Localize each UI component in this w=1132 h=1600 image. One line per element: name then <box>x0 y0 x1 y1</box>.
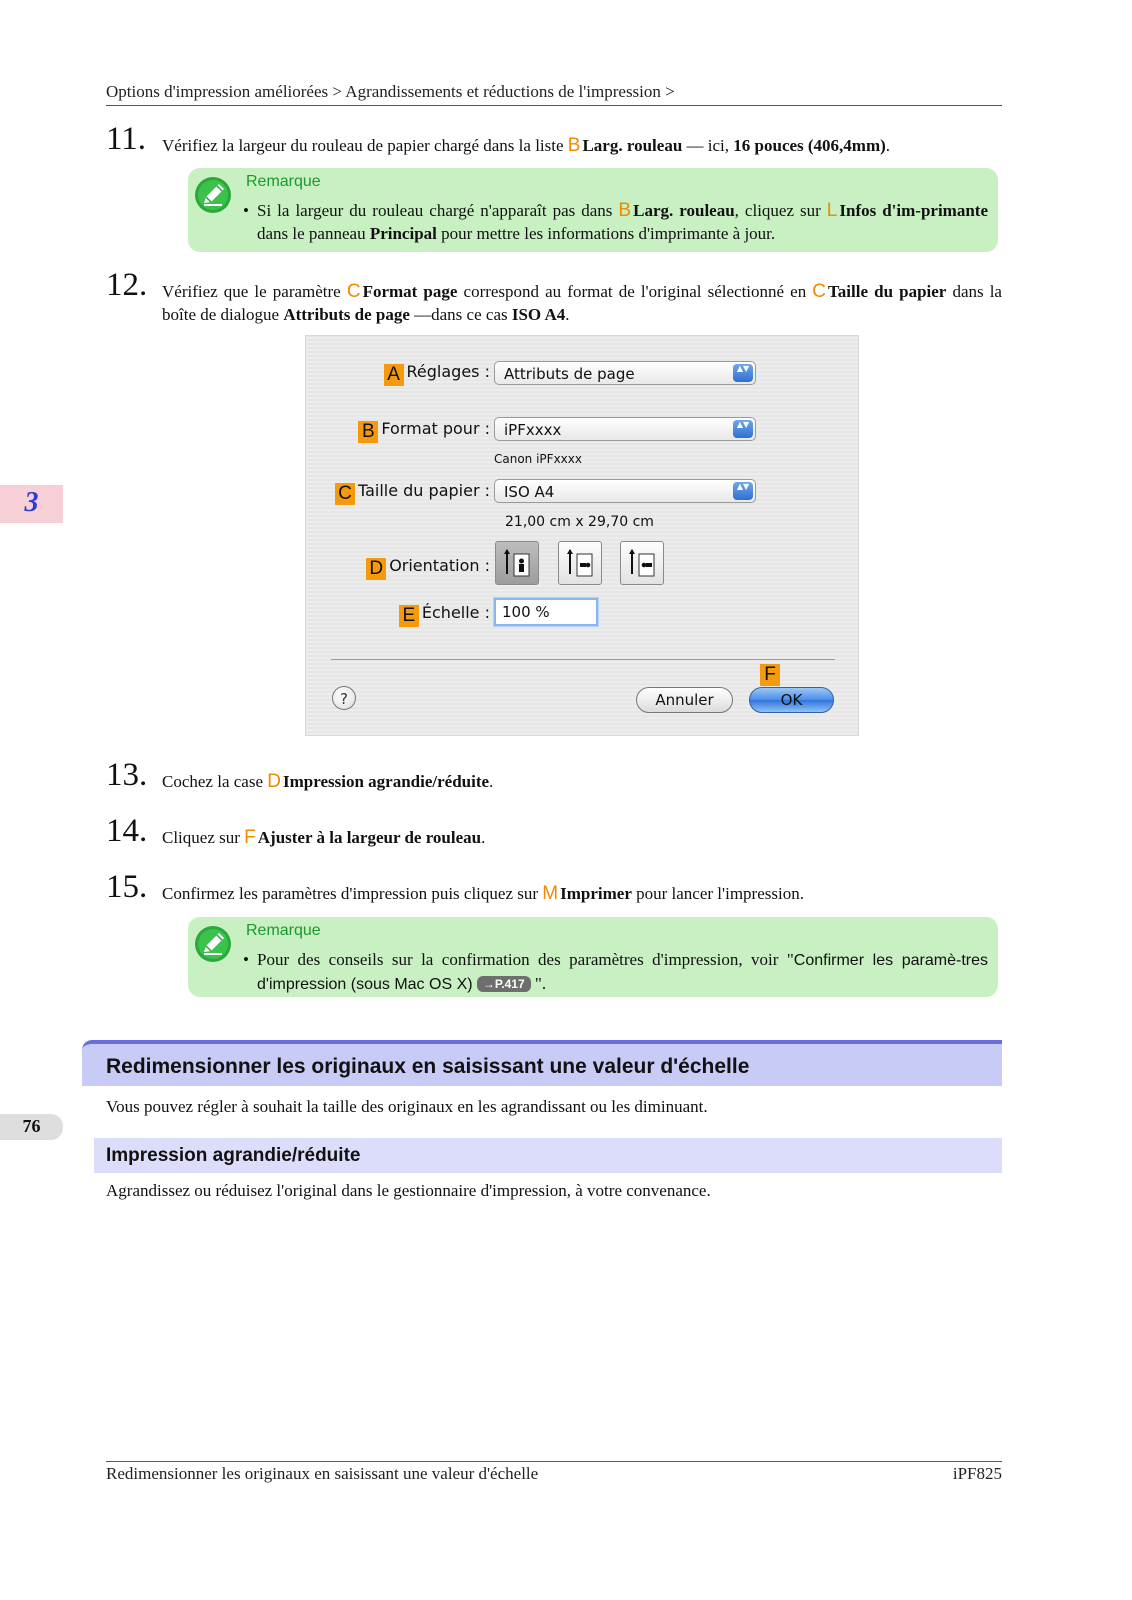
format-for-label: B Format pour : <box>358 419 490 443</box>
pencil-note-icon <box>194 925 232 963</box>
step-text: Cochez la case D Impression agrandie/réduite. <box>162 771 494 792</box>
popup-arrows-icon: ▲▼ <box>733 420 753 438</box>
step-number: 14. <box>106 813 148 849</box>
step-text: Confirmez les paramètres d'impression puis cliquez sur M Imprimer pour lancer l'impression. <box>162 883 804 904</box>
footer-model: iPF825 <box>952 1464 1002 1483</box>
section-heading <box>82 1040 1002 1086</box>
step-14 <box>106 813 1002 852</box>
format-for-popup[interactable]: iPFxxxx ▲▼ <box>494 417 756 441</box>
landscape-left-button[interactable] <box>558 541 602 585</box>
section-intro: Vous pouvez régler à souhait la taille des originaux en les agrandissant ou les diminuant. <box>106 1097 708 1116</box>
step-text: Vérifiez la largeur du rouleau de papier chargé dans la liste B Larg. rouleau — ici, 16 pouces (406,4mm). <box>162 135 891 156</box>
paper-size-popup[interactable]: ISO A4 ▲▼ <box>494 479 756 503</box>
step-number: 15. <box>106 869 148 905</box>
subsection-heading <box>94 1138 1002 1173</box>
page-number-tab <box>0 1114 63 1140</box>
landscape-right-button[interactable] <box>620 541 664 585</box>
paper-dimensions: 21,00 cm x 29,70 cm <box>505 514 654 530</box>
note-box <box>188 168 998 252</box>
landscape-right-icon <box>621 542 663 584</box>
footer-title: Redimensionner les originaux en saisissant une valeur d'échelle <box>106 1464 539 1483</box>
step-text: Cliquez sur F Ajuster à la largeur de rouleau. <box>162 827 486 848</box>
step-12 <box>106 267 1002 328</box>
note-title: Remarque <box>246 922 321 939</box>
note-title: Remarque <box>246 173 321 190</box>
popup-arrows-icon: ▲▼ <box>733 482 753 500</box>
step-number: 13. <box>106 757 148 793</box>
chapter-tab[interactable] <box>0 485 63 523</box>
section-title: Redimensionner les originaux en saisissant une valeur d'échelle <box>106 1055 750 1078</box>
pencil-note-icon <box>194 176 232 214</box>
callout-label: B <box>567 135 581 156</box>
settings-label: A Réglages : <box>384 362 490 386</box>
header-divider <box>106 105 1002 106</box>
page-number: 76 <box>22 1116 41 1136</box>
breadcrumb: Options d'impression améliorées > Agrandissements et réductions de l'impression > <box>106 82 675 101</box>
printer-name: Canon iPFxxxx <box>494 452 582 466</box>
portrait-orientation-button[interactable] <box>495 541 539 585</box>
ok-callout: F <box>760 664 783 686</box>
dialog-divider <box>331 659 835 660</box>
subsection-text: Agrandissez ou réduisez l'original dans le gestionnaire d'impression, à votre convenance. <box>106 1181 711 1200</box>
popup-arrows-icon: ▲▼ <box>733 364 753 382</box>
note-text: • Si la largeur du rouleau chargé n'apparaît pas dans B Larg. rouleau, cliquez sur L Infos d'im-primante dans le panneau Principal pour mettre les informations d'imprimante à jour. <box>243 200 988 243</box>
step-number: 11. <box>106 121 147 157</box>
ok-button[interactable]: OK <box>749 687 834 713</box>
orientation-label: D Orientation : <box>366 556 490 580</box>
step-11 <box>106 121 1002 160</box>
step-15 <box>106 869 1002 908</box>
step-text: Vérifiez que le paramètre C Format page correspond au format de l'original sélectionné en C Taille du papier dans la boîte de dialogue Attributs de page —dans ce cas ISO A4. <box>162 281 1002 324</box>
landscape-left-icon <box>559 542 601 584</box>
cross-reference-link[interactable]: Confirmer les paramè-tres d'impression (sous Mac OS X) <box>257 952 989 993</box>
portrait-icon <box>496 542 538 584</box>
note-text: • Pour des conseils sur la confirmation des paramètres d'impression, voir "Confirmer les paramè-tres d'impression (sous Mac OS X) →P.417 ". <box>243 950 989 993</box>
scale-label: E Échelle : <box>399 603 490 627</box>
note-box <box>188 917 998 997</box>
page-setup-dialog <box>305 335 859 736</box>
help-button[interactable]: ? <box>332 686 356 710</box>
settings-popup[interactable]: Attributs de page ▲▼ <box>494 361 756 385</box>
cancel-button[interactable]: Annuler <box>636 687 733 713</box>
paper-size-label: C Taille du papier : <box>335 481 490 505</box>
subsection-title: Impression agrandie/réduite <box>106 1145 361 1166</box>
chapter-number: 3 <box>24 487 39 518</box>
page-ref-badge[interactable]: →P.417 <box>477 976 531 992</box>
step-number: 12. <box>106 267 148 303</box>
scale-input[interactable]: 100 % <box>494 598 598 626</box>
footer-divider <box>106 1461 1002 1462</box>
step-13 <box>106 757 1002 796</box>
